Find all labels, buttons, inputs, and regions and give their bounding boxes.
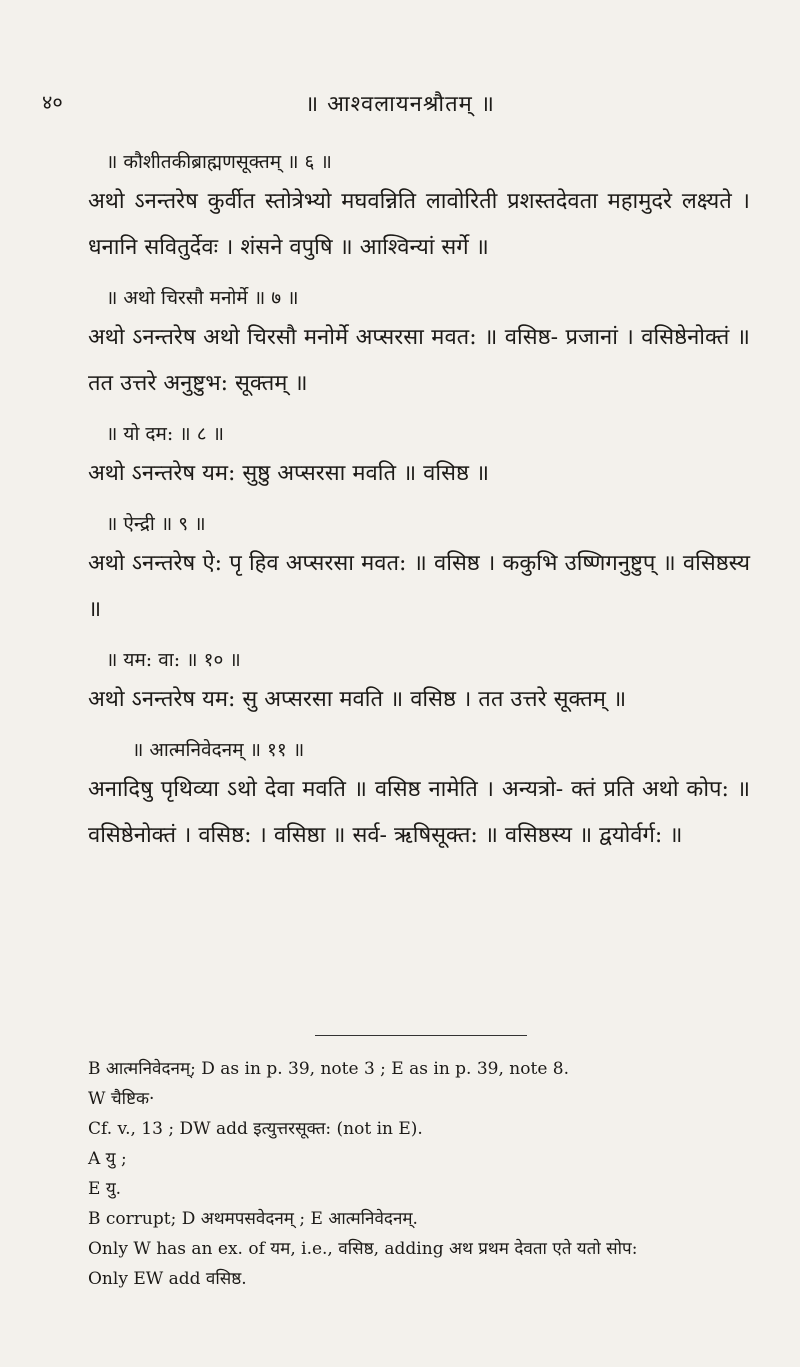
section-text: अथो ऽनन्तरेष ऐ: पृ हिव अप्सरसा मवत: ॥ वसिष्ठ । ककुभि उष्णिगनुष्टुप् ॥ वसिष्ठस्य ॥ xyxy=(88,551,750,622)
section-1 xyxy=(88,145,750,271)
section-heading: ॥ कौशीतकीब्राह्मणसूक्तम् ॥ ६ ॥ xyxy=(106,151,332,173)
section-heading: ॥ यो दम: ॥ ८ ॥ xyxy=(106,423,225,445)
footnote-rule xyxy=(315,1035,527,1036)
section-text: अथो ऽनन्तरेष यम: सुष्ठु अप्सरसा मवति ॥ वसिष्ठ ॥ xyxy=(88,461,490,486)
footnote-3: Cf. v., 13 ; DW add इत्युत्तरसूक्त: (not in E). xyxy=(88,1119,423,1139)
footnote-5: B corrupt; D अथमपसवेदनम् ; E आत्मनिवेदनम्. xyxy=(88,1209,418,1229)
page-header xyxy=(0,88,800,118)
section-text: अनादिषु पृथिव्या ऽथो देवा मवति ॥ वसिष्ठ नामेति । अन्यत्रो- क्तं प्रति अथो कोप: ॥ वसिष्ठेनोक्तं । वसिष्ठ: । वसिष्ठा ॥ सर्व- ऋषिसूक्त: ॥ वसिष्ठस्य ॥ द्वयोर्वर्ग: ॥ xyxy=(88,777,750,848)
section-heading: ॥ ऐन्द्री ॥ ९ ॥ xyxy=(106,513,206,535)
section-heading: ॥ अथो चिरसौ मनोर्मे ॥ ७ ॥ xyxy=(106,287,299,309)
section-text: अथो ऽनन्तरेष अथो चिरसौ मनोर्मे अप्सरसा मवत: ॥ वसिष्ठ- प्रजानां । वसिष्ठेनोक्तं ॥ तत उत्तरे अनुष्टुभ: सूक्तम् ॥ xyxy=(88,325,750,396)
section-2 xyxy=(88,281,750,407)
section-3 xyxy=(88,417,750,497)
section-heading: ॥ आत्मनिवेदनम् ॥ ११ ॥ xyxy=(132,739,305,761)
footnote-4b: E यु. xyxy=(88,1179,122,1199)
section-text: अथो ऽनन्तरेष यम: सु अप्सरसा मवति ॥ वसिष्ठ । तत उत्तरे सूक्तम् ॥ xyxy=(88,687,627,712)
footnote-6: Only W has an ex. of यम, i.e., वसिष्ठ, adding अथ प्रथम देवता एते यतो सोप: xyxy=(88,1239,638,1259)
section-text: अथो ऽनन्तरेष कुर्वीत स्तोत्रेभ्यो मघवन्निति लावोरिती प्रशस्तदेवता महामुदरे लक्ष्यते । धनानि सवितुर्देवः । शंसने वपुषि ॥ आश्विन्यां सर्गे ॥ xyxy=(88,189,750,260)
footnote-7: Only EW add वसिष्ठ. xyxy=(88,1269,247,1289)
section-4 xyxy=(88,507,750,633)
footnote-4: A यु ; xyxy=(88,1149,127,1169)
footnotes xyxy=(88,1054,752,1294)
main-text xyxy=(88,145,750,869)
footnote-2: W चैष्टिक· xyxy=(88,1089,155,1109)
running-title: ॥ आश्वलायनश्रौतम् ॥ xyxy=(305,92,495,117)
section-5 xyxy=(88,643,750,723)
page-number: ४० xyxy=(42,90,63,114)
footnote-1: B आत्मनिवेदनम्; D as in p. 39, note 3 ; E as in p. 39, note 8. xyxy=(88,1059,570,1079)
section-6 xyxy=(88,733,750,859)
section-heading: ॥ यम: वा: ॥ १० ॥ xyxy=(106,649,241,671)
